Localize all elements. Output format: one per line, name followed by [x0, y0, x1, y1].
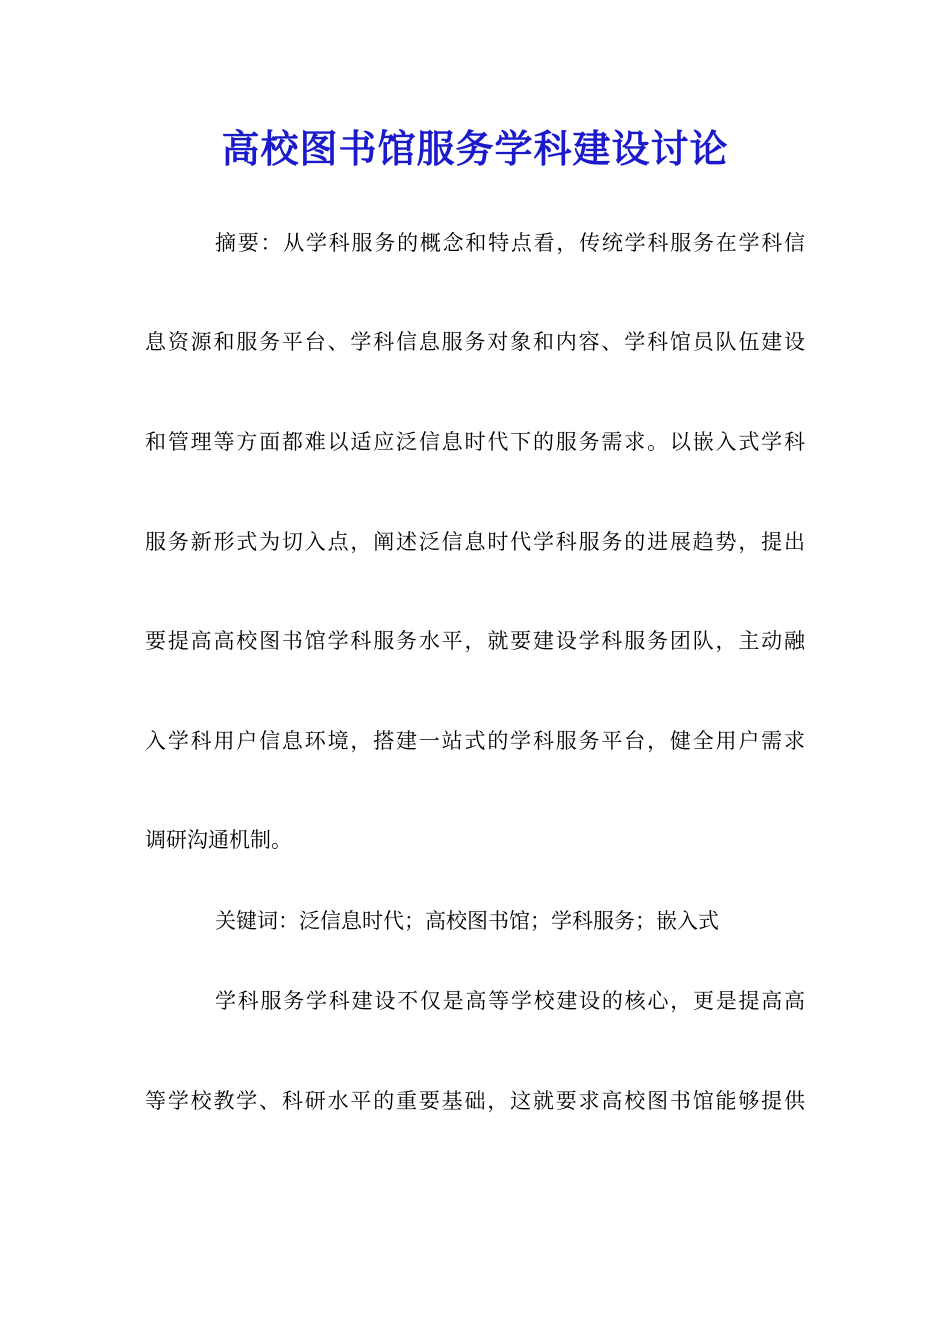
abstract-line: 摘要：从学科服务的概念和特点看，传统学科服务在学科信	[215, 231, 805, 255]
body-line: 等学校教学、科研水平的重要基础，这就要求高校图书馆能够提供	[145, 1089, 805, 1113]
abstract-line: 息资源和服务平台、学科信息服务对象和内容、学科馆员队伍建设	[145, 330, 805, 354]
abstract-line: 要提高高校图书馆学科服务水平，就要建设学科服务团队，主动融	[145, 629, 805, 653]
abstract-line: 服务新形式为切入点，阐述泛信息时代学科服务的进展趋势，提出	[145, 530, 805, 554]
keywords-line: 关键词：泛信息时代；高校图书馆；学科服务；嵌入式	[215, 909, 719, 933]
abstract-line: 和管理等方面都难以适应泛信息时代下的服务需求。以嵌入式学科	[145, 430, 805, 454]
abstract-line: 入学科用户信息环境，搭建一站式的学科服务平台，健全用户需求	[145, 729, 805, 753]
abstract-line: 调研沟通机制。	[145, 828, 292, 852]
page-title: 高校图书馆服务学科建设讨论	[221, 126, 729, 171]
body-line: 学科服务学科建设不仅是高等学校建设的核心，更是提高高	[215, 989, 805, 1013]
